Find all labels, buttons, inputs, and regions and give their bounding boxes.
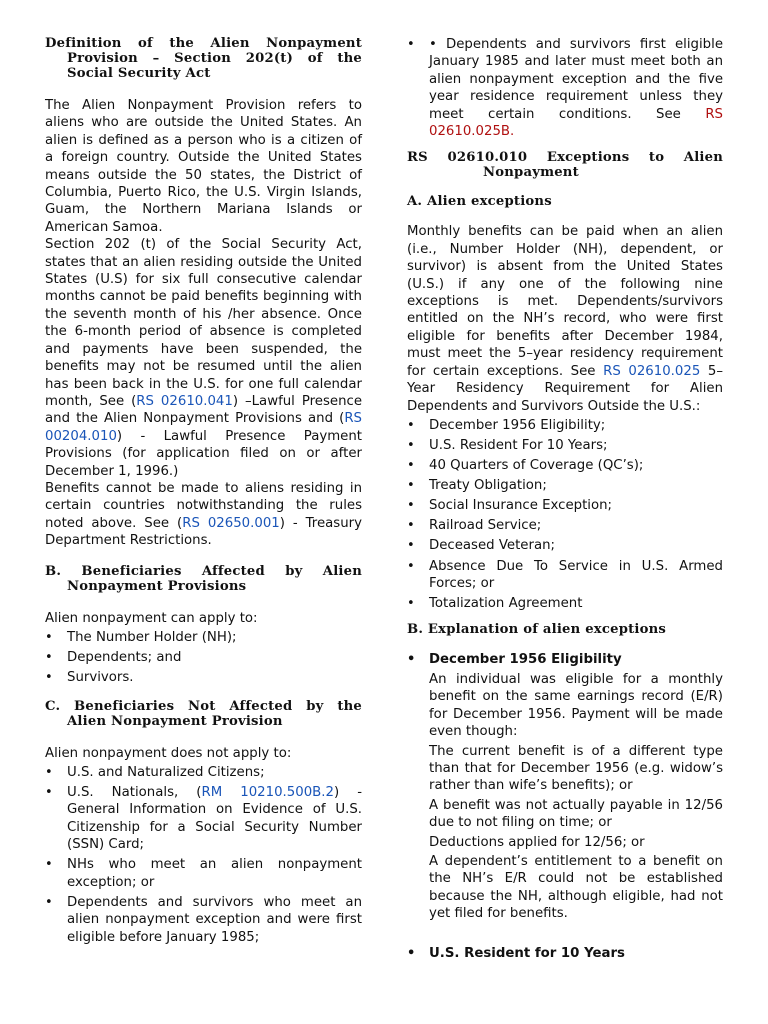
list-continued: [407, 36, 723, 140]
paragraph-applies-to: Alien nonpayment can apply to:: [45, 610, 258, 626]
link-rs-02610-025[interactable]: RS 02610.025: [603, 363, 701, 379]
list-item: • Survivors.: [45, 669, 362, 686]
link-rs-02610-041[interactable]: RS 02610.041: [136, 393, 233, 409]
link-rs-02650-001[interactable]: RS 02650.001: [182, 515, 280, 531]
list-item: • Treaty Obligation;: [407, 477, 723, 494]
section-heading-b-affected: B. Beneficiaries Affected by Alien Nonpayment Provisions: [45, 563, 362, 594]
paragraph-not-apply: Alien nonpayment does not apply to:: [45, 745, 292, 761]
list-exceptions: [407, 417, 723, 613]
list-item: • Dependents and survivors who meet an alien nonpayment exception and were first eligible before January 1985;: [45, 894, 362, 946]
list-explanations: [407, 651, 723, 668]
list-item: • The Number Holder (NH);: [45, 629, 362, 646]
list-item: • Totalization Agreement: [407, 595, 723, 612]
list-item: • Railroad Service;: [407, 517, 723, 534]
list-affected: [45, 629, 362, 687]
list-item: • December 1956 Eligibility;: [407, 417, 723, 434]
list-item-us-resident-10-years: • U.S. Resident for 10 Years: [407, 945, 723, 962]
list-item: • Deceased Veteran;: [407, 537, 723, 554]
paragraph-section-202t: Section 202 (t) of the Social Security Act, states that an alien residing outside the United States (U.S) for six full consecutive calendar months cannot be paid benefits beginning with the seventh month of his /her absence. Once the 6-month period of absence is completed and payments have been suspended, the benefits may not be resumed until the alien has been back in the U.S. for one full calendar month, See (RS 02610.041) –Lawful Presence and the Alien Nonpayment Provisions and (RS 00204.010) - Lawful Presence Payment Provisions (for application filed on or after December 1, 1996.): [45, 237, 362, 479]
explanation-paragraph: A benefit was not actually payable in 12/56 due to not filing on time; or: [429, 797, 723, 831]
section-heading-a-exceptions: A. Alien exceptions: [407, 194, 552, 210]
explanation-paragraph: The current benefit is of a different type than that for December 1956 (e.g. widow’s rather than wife’s benefits); or: [429, 743, 723, 794]
list-item: • U.S. Resident For 10 Years;: [407, 437, 723, 454]
list-item: • U.S. Nationals, (RM 10210.500B.2) - General Information on Evidence of U.S. Citizenship for a Social Security Number (SSN) Card;: [45, 784, 362, 854]
explanation-paragraph: Deductions applied for 12/56; or: [429, 834, 645, 850]
link-rs-02610-025b[interactable]: RS 02610.025B.: [429, 106, 723, 140]
right-column: [407, 36, 723, 962]
section-heading-rs-02610-010: RS 02610.010 Exceptions to Alien Nonpayment: [407, 150, 723, 181]
list-item: • • Dependents and survivors first eligible January 1985 and later must meet both an alien nonpayment exception and the five year residence requirement unless they meet certain conditions. See RS 02610.025B.: [407, 36, 723, 140]
list-explanations-continued: [407, 945, 723, 962]
list-not-affected: [45, 764, 362, 946]
list-item: • Absence Due To Service in U.S. Armed Forces; or: [407, 558, 723, 593]
list-item: • U.S. and Naturalized Citizens;: [45, 764, 362, 781]
list-item: • NHs who meet an alien nonpayment exception; or: [45, 856, 362, 891]
paragraph-treasury: Benefits cannot be made to aliens residing in certain countries notwithstanding the rules noted above. See (RS 02650.001) - Treasury Department Restrictions.: [45, 480, 362, 549]
section-heading-c-not-affected: C. Beneficiaries Not Affected by the Alien Nonpayment Provision: [45, 698, 362, 729]
section-heading-b-explanation: B. Explanation of alien exceptions: [407, 622, 667, 638]
paragraph-alien-exceptions: Monthly benefits can be paid when an alien (i.e., Number Holder (NH), dependent, or survivor) is absent from the United States (U.S.) if any one of the following nine exceptions is met. Dependents/survivors entitled on the NH’s record, who were first eligible for benefits after December 1984, must meet the 5–year residency requirement for certain exceptions. See RS 02610.025 5–Year Residency Requirement for Alien Dependents and Survivors Outside the U.S.:: [407, 224, 724, 414]
list-item: • Social Insurance Exception;: [407, 497, 723, 514]
link-rs-00204-010[interactable]: RS 00204.010: [45, 411, 362, 444]
link-rm-10210-500b2[interactable]: RM 10210.500B.2: [201, 785, 334, 801]
section-heading-definition: Definition of the Alien Nonpayment Provision – Section 202(t) of the Social Security Act: [45, 36, 362, 81]
paragraph-definition: The Alien Nonpayment Provision refers to aliens who are outside the United States. An alien is defined as a person who is a citizen of a foreign country. Outside the United States means outside the 50 states, the District of Columbia, Puerto Rico, the U.S. Virgin Islands, Guam, the Northern Mariana Islands or American Samoa.: [45, 98, 362, 235]
list-item: • Dependents; and: [45, 649, 362, 666]
explanation-paragraph: An individual was eligible for a monthly benefit on the same earnings record (E/R) for December 1956. Payment will be made even though:: [429, 671, 723, 740]
left-column: [45, 36, 362, 949]
explanation-paragraph: A dependent’s entitlement to a benefit on the NH’s E/R could not be established because the NH, although eligible, had not yet filed for benefits.: [429, 853, 723, 922]
list-item-december-1956: • December 1956 Eligibility: [407, 651, 723, 668]
list-item: • 40 Quarters of Coverage (QC’s);: [407, 457, 723, 474]
